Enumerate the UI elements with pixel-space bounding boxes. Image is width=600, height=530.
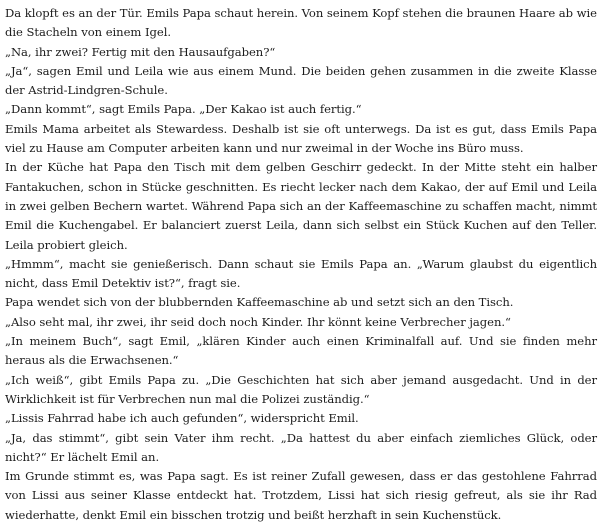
story-text	[5, 4, 597, 525]
paragraph-police: „Ich weiß“, gibt Emils Papa zu. „Die Geschichten hat sich aber jemand ausgedacht. Und in der Wirklichkeit ist für Verbrechen nun mal die Polizei zuständig.“	[5, 372, 597, 406]
paragraph-homework-question: „Na, ihr zwei? Fertig mit den Hausaufgaben?“	[5, 44, 276, 59]
paragraph-door-knock: Da klopft es an der Tür. Emils Papa schaut herein. Von seinem Kopf stehen die braunen Haare ab wie die Stacheln von einem Igel.	[5, 6, 597, 40]
paragraph-luck: „Ja, das stimmt“, gibt sein Vater ihm recht. „Da hattest du aber einfach ziemliches Glück, oder nicht?“ Er lächelt Emil an.	[5, 430, 597, 464]
paragraph-kitchen: In der Küche hat Papa den Tisch mit dem gelben Geschirr gedeckt. In der Mitte steht ein halber Fantakuchen, schon in Stücke geschnitten. Es riecht lecker nach dem Kakao, der auf Emil und Leila in zwei gelben Bechern wartet. Während Papa sich an der Kaffeemaschine zu schaffen macht, nimmt Emil die Kuchengabel. Er balanciert zuerst Leila, dann sich selbst ein Stück Kuchen auf den Teller. Leila probiert gleich.	[5, 160, 597, 252]
paragraph-conclusion: Im Grunde stimmt es, was Papa sagt. Es ist reiner Zufall gewesen, dass er das gestohlene Fahrrad von Lissi aus seiner Klasse entdeckt hat. Trotzdem, Lissi hat sich riesig gefreut, als sie ihr Rad wiederhatte, denkt Emil ein bisschen trotzig und beißt herzhaft in sein Kuchenstück.	[5, 469, 597, 522]
paragraph-leila-question: „Hmmm“, macht sie genießerisch. Dann schaut sie Emils Papa an. „Warum glaubst du eigentlich nicht, dass Emil Detektiv ist?“, fragt sie.	[5, 256, 597, 291]
paragraph-cocoa-ready: „Dann kommt“, sagt Emils Papa. „Der Kakao ist auch fertig.“	[5, 102, 362, 117]
paragraph-bicycle: „Lissis Fahrrad habe ich auch gefunden“, widerspricht Emil.	[5, 411, 359, 426]
paragraph-children-speech: „Also seht mal, ihr zwei, ihr seid doch noch Kinder. Ihr könnt keine Verbrecher jagen.“	[5, 314, 511, 329]
paragraph-book: „In meinem Buch“, sagt Emil, „klären Kinder auch einen Kriminalfall auf. Und sie finden mehr heraus als die Erwachsenen.“	[5, 334, 597, 368]
paragraph-school: „Ja“, sagen Emil und Leila wie aus einem Mund. Die beiden gehen zusammen in die zweite Klasse der Astrid-Lindgren-Schule.	[5, 63, 597, 98]
paragraph-mother-stewardess: Emils Mama arbeitet als Stewardess. Deshalb ist sie oft unterwegs. Da ist es gut, dass Emils Papa viel zu Hause am Computer arbeiten kann und nur zweimal in der Woche ins Büro muss.	[5, 121, 597, 156]
paragraph-papa-sits: Papa wendet sich von der blubbernden Kaffeemaschine ab und setzt sich an den Tisch.	[5, 295, 514, 310]
